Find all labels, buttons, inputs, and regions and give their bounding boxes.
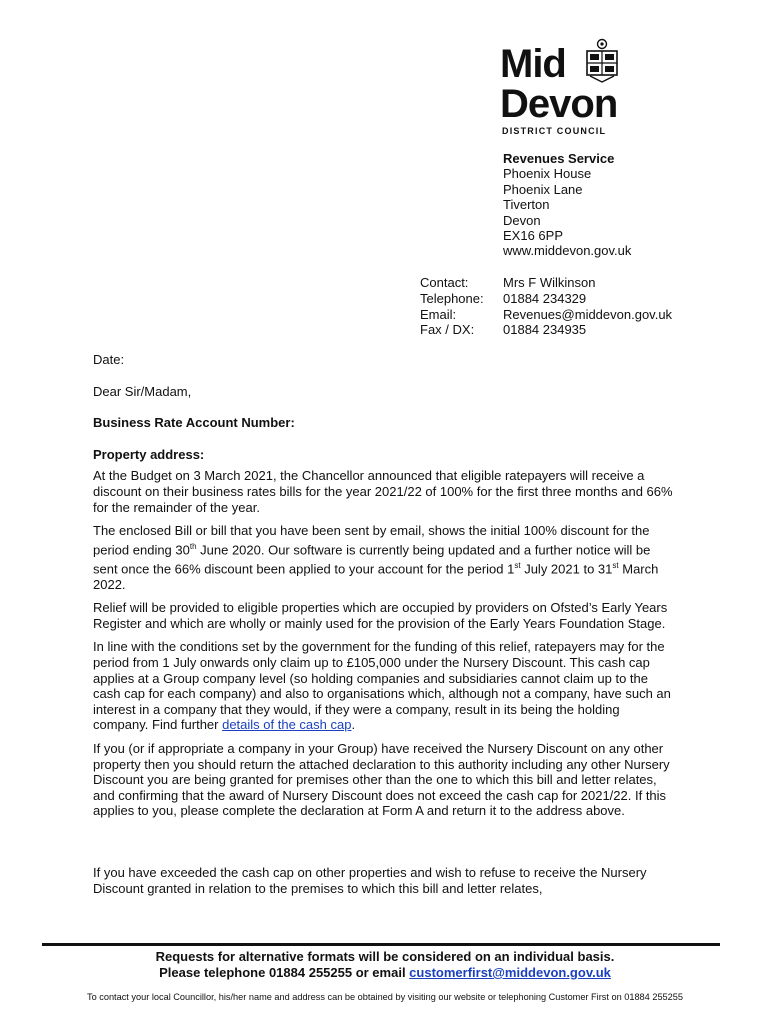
paragraph-declaration: If you (or if appropriate a company in your Group) have received the Nursery Discount on any other property then you should return the attached declaration to this authority including any other Nursery Discount you are being granted for premises other than the one to which this bill and letter relates, and confirming that the award of Nursery Discount does not exceed the cash cap for 2021/22. If this applies to you, please complete the declaration at Form A and return it to the address above. (93, 740, 670, 819)
ordinal-suffix: st (514, 560, 521, 570)
logo-word-devon: Devon (500, 82, 618, 126)
property-address-label: Property address: (93, 446, 205, 462)
email-label: Email: (420, 306, 457, 322)
address-line: EX16 6PP (503, 228, 563, 244)
address-line: Tiverton (503, 197, 550, 213)
ordinal-suffix: st (612, 560, 619, 570)
date-label: Date: (93, 352, 125, 367)
website: www.middevon.gov.uk (503, 243, 632, 259)
fax-value: 01884 234935 (503, 322, 587, 338)
contact-row (420, 275, 672, 291)
account-number-label: Business Rate Account Number: (93, 415, 295, 431)
fax-label: Fax / DX: (420, 322, 475, 338)
cash-cap-link[interactable]: details of the cash cap (222, 717, 352, 733)
service-name: Revenues Service (503, 151, 615, 166)
email-value: Revenues@middevon.gov.uk (503, 306, 673, 322)
logo-word-mid: Mid (500, 42, 566, 86)
paragraph-eligibility: Relief will be provided to eligible properties which are occupied by providers on Ofsted’s Early Years Register and which are wholly or mainly used for the provision of the Early Years Foundation Stage. (93, 600, 668, 631)
paragraph-text: March 2022. (93, 561, 659, 592)
address-line: Phoenix Lane (503, 181, 583, 197)
salutation: Dear Sir/Madam, (93, 383, 192, 399)
ordinal-suffix: th (189, 541, 197, 551)
contact-value: Mrs F Wilkinson (503, 275, 596, 290)
customer-first-email-link[interactable]: customerfirst@middevon.gov.uk (409, 965, 611, 980)
sender-address (503, 151, 631, 259)
paragraph-budget: At the Budget on 3 March 2021, the Chancellor announced that eligible ratepayers will receive a discount on their business rates bills for the year 2021/22 of 100% for the first three months and 66% for the remainder of the year. (93, 468, 673, 515)
paragraph-text: June 2020. Our software is currently being updated and a further notice will be sent once the 66% discount been applied to your account for the period 1 (93, 542, 651, 576)
paragraph-cash-cap (93, 639, 678, 733)
contact-details (420, 275, 672, 338)
council-logo (500, 38, 640, 138)
address-line: Devon (503, 212, 541, 228)
paragraph-text: . (351, 717, 356, 733)
footer-notice (0, 949, 770, 981)
logo-word-district-council: DISTRICT COUNCIL (502, 126, 607, 136)
telephone-row (420, 291, 672, 307)
contact-label: Contact: (420, 275, 469, 290)
footer-phone-text: Please telephone 01884 255255 or email (159, 965, 410, 980)
paragraph-refuse: If you have exceeded the cash cap on other properties and wish to refuse to receive the Nursery Discount granted in relation to the premises to which this bill and letter relates, (93, 864, 647, 896)
paragraph-enclosed-bill (93, 523, 678, 592)
fax-row (420, 322, 672, 338)
councillor-contact-note: To contact your local Councillor, his/her name and address can be obtained by visiting our website or telephoning Customer First on 01884 255255 (86, 992, 683, 1002)
footer-divider (42, 943, 720, 946)
crest-icon (584, 38, 620, 84)
letter-body (93, 352, 678, 896)
paragraph-text: The enclosed Bill or bill that you have been sent by email, shows the initial 100% discount for the period ending 30 (93, 523, 650, 558)
paragraph-text: In line with the conditions set by the government for the funding of this relief, ratepayers may for the period from 1 July onwards only claim up to £105,000 under the Nursery Discount. This cash cap applies at a Group company level (so holding companies and subsidiaries cannot claim up to the cash cap for each company) and also to organisations which, although not a company, have such an interest in a company that they would, if they were a company, result in its being the holding company. Find further (93, 639, 671, 733)
telephone-value: 01884 234329 (503, 290, 587, 306)
address-line: Phoenix House (503, 166, 592, 182)
telephone-email-line (0, 965, 770, 981)
paragraph-text: July 2021 to 31 (520, 561, 613, 576)
telephone-label: Telephone: (420, 290, 484, 306)
alternative-formats-text: Requests for alternative formats will be considered on an individual basis. (155, 949, 615, 964)
email-row (420, 307, 672, 323)
